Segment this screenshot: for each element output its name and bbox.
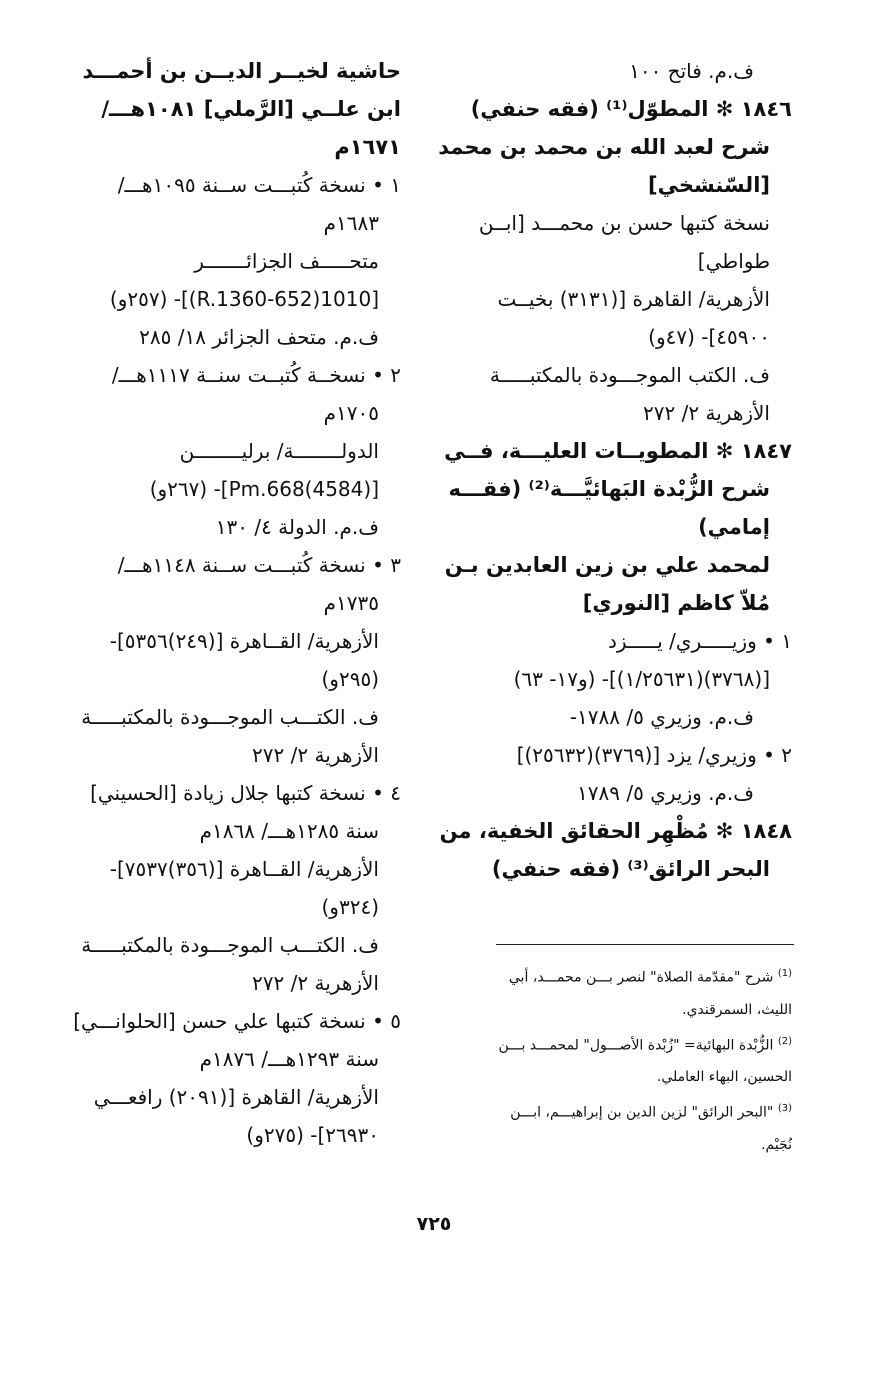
footnote-mark: (2) [777, 1035, 792, 1047]
left-column-line: [1010(652-R.1360)]- (٢٥٧و) [109, 287, 379, 311]
right-column-line: ف.م. وزيري ٥/ ١٧٨٩ [577, 781, 754, 805]
left-column-line: سنة ١٢٩٣هـــ/ ١٨٧٦م [199, 1047, 379, 1071]
left-column-line: الأزهرية/ القــاهرة [(٣٥٦)٧٥٣٧]- [109, 857, 379, 881]
left-column-line: الأزهرية ٢/ ٢٧٢ [252, 743, 379, 767]
right-column-line: ١٨٤٧ ✻ المطويــات العليـــة، فــي [444, 439, 792, 463]
right-column-line: ٤٥٩٠٠]- (٤٧و) [648, 325, 770, 349]
left-column-line: سنة ١٢٨٥هـــ/ ١٨٦٨م [199, 819, 379, 843]
left-column-line: الأزهرية/ القــاهرة [(٢٤٩)٥٣٥٦]- [109, 629, 379, 653]
footnote-text: الزُّبْدة البهائية= "زُبْدة الأصـــول" لمحمـــد بـــن [498, 1037, 778, 1054]
footnote-mark: (3) [777, 1103, 792, 1115]
left-column-line: [(4584)Pm.668]- (٢٦٧و) [149, 477, 379, 501]
footnote-line [462, 1061, 792, 1093]
left-column-line: ف. الكتـــب الموجـــودة بالمكتبـــــة [81, 933, 379, 957]
right-column-line: [السّنشخي] [648, 173, 770, 197]
right-column-line: ١ • وزيـــــري/ يـــــزد [607, 629, 792, 653]
right-column-line: الأزهرية ٢/ ٢٧٢ [643, 401, 770, 425]
right-column-line: طواطي] [697, 249, 770, 273]
page-number: ٧٢٥ [416, 1213, 452, 1235]
left-column-line: ١٦٨٣م [323, 211, 379, 235]
left-column-line: ٢٦٩٣٠]- (٢٧٥و) [246, 1123, 379, 1147]
right-column-line: ف.م. فاتح ١٠٠ [629, 59, 754, 83]
right-column-line: ف. الكتب الموجـــودة بالمكتبـــــة [489, 363, 770, 387]
footnote-text: "البحر الرائق" لزين الدين بن إبراهيـــم، ابـــن [510, 1104, 778, 1121]
right-column-line: شرح لعبد الله بن محمد بن محمد [438, 135, 770, 159]
left-column-line: (٣٢٤و) [321, 895, 379, 919]
footnote-line [462, 1026, 792, 1062]
footnote-separator [496, 944, 794, 945]
right-column-line: ١٨٤٨ ✻ مُظْهِر الحقائق الخفية، من [439, 819, 792, 843]
right-column-line: ف.م. وزيري ٥/ ١٧٨٨- [569, 705, 754, 729]
left-column-line: ف. الكتـــب الموجـــودة بالمكتبـــــة [81, 705, 379, 729]
left-column-line: ١٧٠٥م [323, 401, 379, 425]
right-column-line: ١٨٤٦ ✻ المطوّل⁽¹⁾ (فقه حنفي) [470, 97, 792, 121]
right-column-line: شرح الزُّبْدة البَهائيَّـــة⁽²⁾ (فقـــه [448, 477, 770, 501]
footnote-text: الحسين، البهاء العاملي. [656, 1069, 792, 1086]
left-column-line: ف.م. متحف الجزائر ١٨/ ٢٨٥ [139, 325, 379, 349]
footnote-line [462, 958, 792, 994]
left-column-line: الدولــــــــة/ برليــــــــن [179, 439, 379, 463]
right-column [438, 52, 792, 888]
right-column-line: إمامي) [698, 515, 770, 539]
left-column-line: ٣ • نسخة كُتبـــت ســنة ١١٤٨هـــ/ [117, 553, 401, 577]
right-column-line: [(٣٧٦٨)(١/٢٥٦٣١)]- (و١٧- ٦٣) [513, 667, 770, 691]
left-column-line: ٤ • نسخة كتبها جلال زيادة [الحسيني] [90, 781, 401, 805]
right-column-line: مُلاّ كاظم [النوري] [582, 591, 770, 615]
right-column-line: لمحمد علي بن زين العابدين بـن [444, 553, 770, 577]
right-column-line: الأزهرية/ القاهرة [(٣١٣١) بخيــت [497, 287, 770, 311]
left-column-line: ٥ • نسخة كتبها علي حسن [الحلوانـــي] [73, 1009, 401, 1033]
footnote-line [462, 1129, 792, 1161]
footnote-line [462, 994, 792, 1026]
footnote-line [462, 1093, 792, 1129]
left-column-line: ١٦٧١م [334, 135, 401, 159]
left-column [73, 52, 401, 1154]
right-column-line: البحر الرائق⁽³⁾ (فقه حنفي) [491, 857, 770, 881]
footnote-text: شرح "مقدّمة الصلاة" لنصر بـــن محمـــد، أبي [508, 969, 778, 986]
left-column-line: الأزهرية ٢/ ٢٧٢ [252, 971, 379, 995]
left-column-line: حاشية لخيــر الديــن بن أحمـــد [82, 59, 401, 83]
footnote-text: الليث، السمرقندي. [682, 1001, 792, 1018]
left-column-line: الأزهرية/ القاهرة [(٢٠٩١) رافعـــي [93, 1085, 379, 1109]
left-column-line: (٢٩٥و) [321, 667, 379, 691]
left-column-line: ف.م. الدولة ٤/ ١٣٠ [215, 515, 379, 539]
left-column-line: متحـــــف الجزائـــــــر [194, 249, 379, 273]
left-column-line: ١ • نسخة كُتبـــت ســنة ١٠٩٥هـــ/ [117, 173, 401, 197]
right-column-line: ٢ • وزيري/ يزد [(٣٧٦٩)(٢٥٦٣٢)] [516, 743, 792, 767]
footnote-text: نُجَيْم. [761, 1136, 792, 1153]
footnote-mark: (1) [777, 968, 792, 979]
footnotes [462, 958, 792, 1161]
left-column-line: ١٧٣٥م [323, 591, 379, 615]
right-column-line: نسخة كتبها حسن بن محمـــد [ابــن [478, 211, 770, 235]
left-column-line: ٢ • نسخــة كُتبــت سنــة ١١١٧هـــ/ [111, 363, 401, 387]
left-column-line: ابن علــي [الرَّملي] ١٠٨١هـــ/ [101, 97, 401, 121]
